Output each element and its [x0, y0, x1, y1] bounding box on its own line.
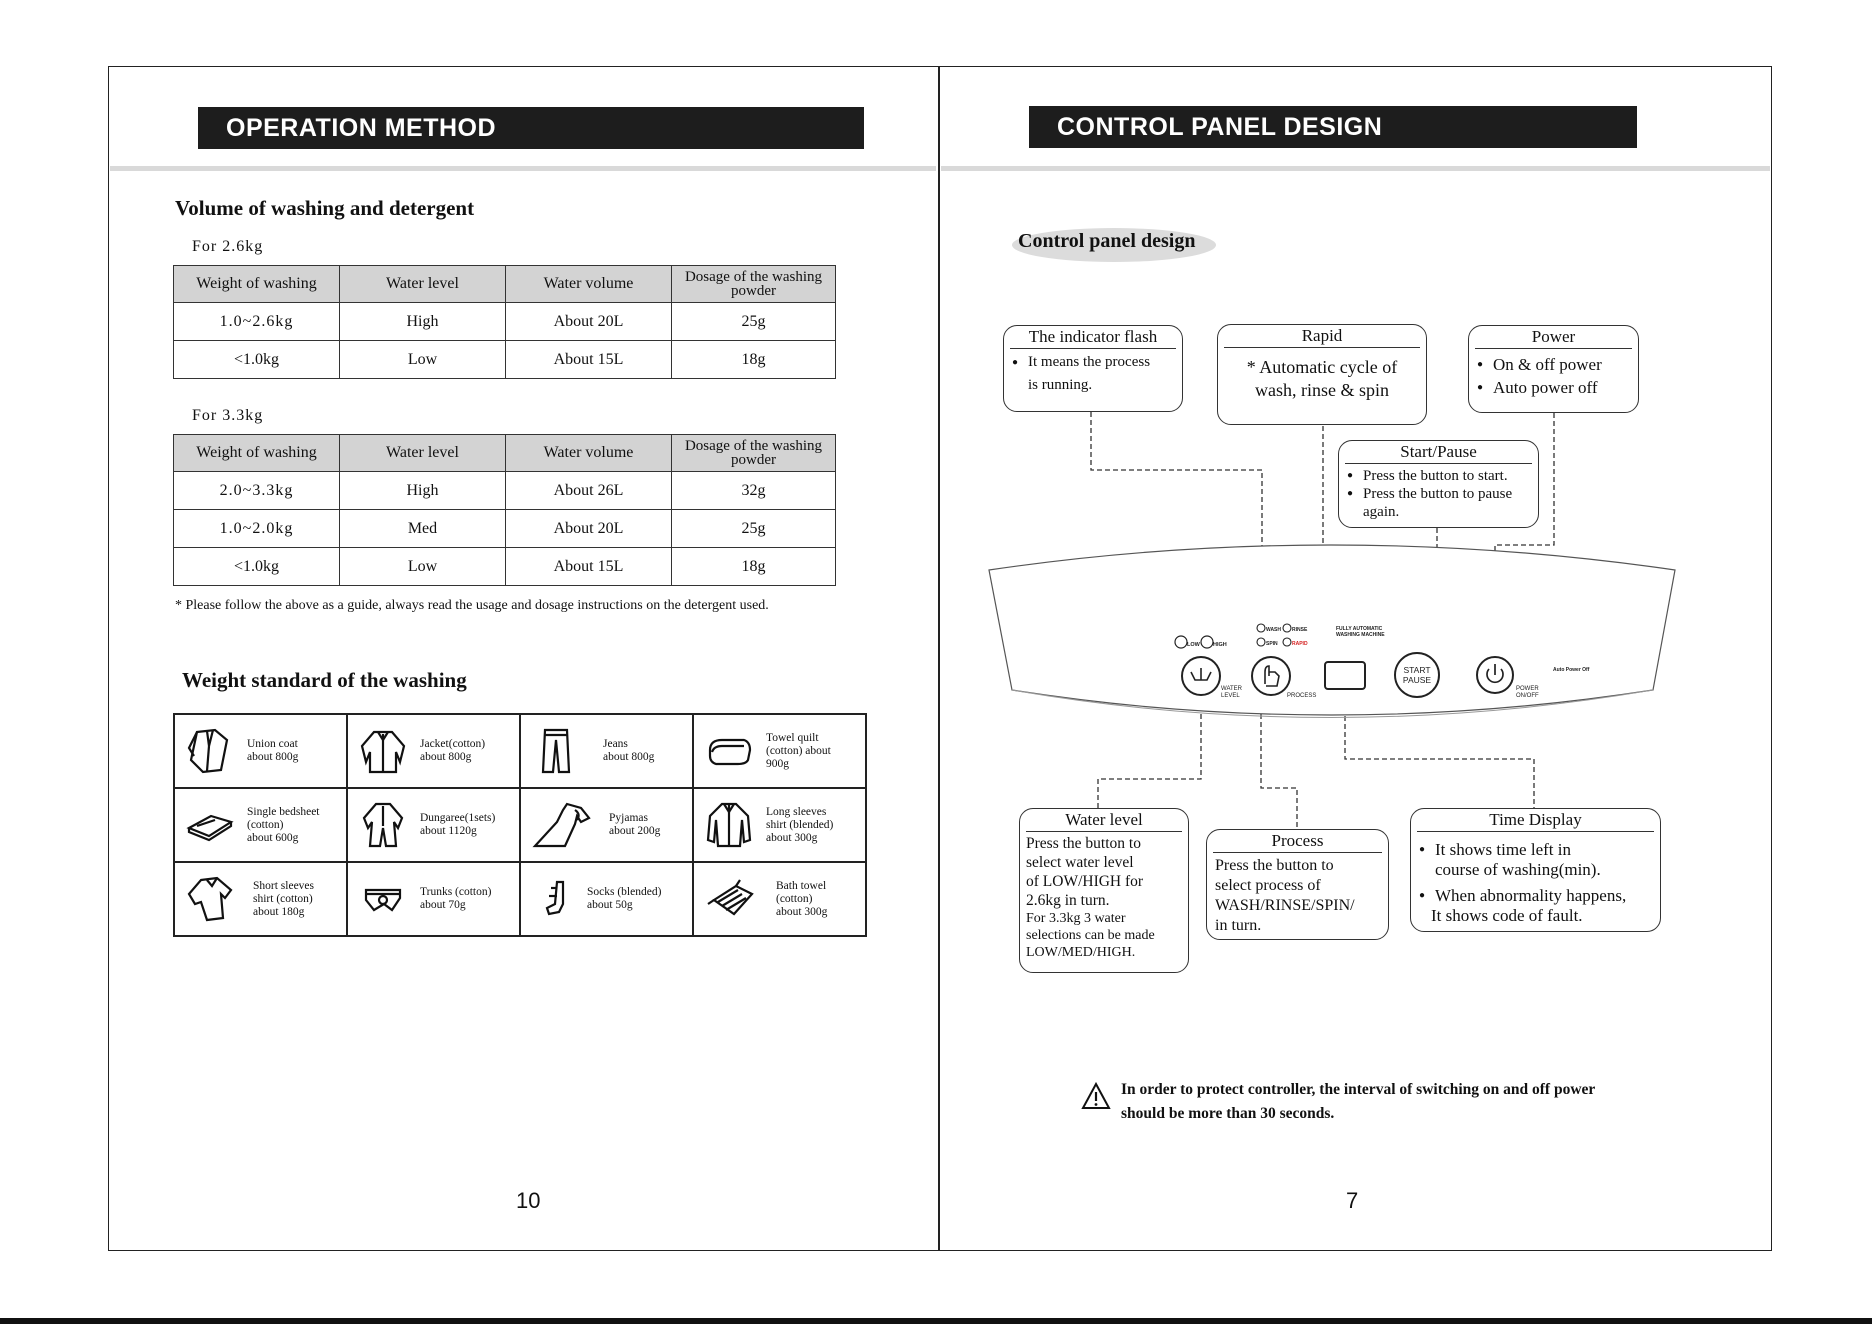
header-water-level: Water level — [340, 266, 506, 303]
page-number-left: 10 — [516, 1188, 541, 1213]
callout-line: 2.6kg in turn. — [1026, 892, 1110, 909]
cell: 32g — [672, 472, 836, 510]
callout-line: again. — [1363, 504, 1400, 520]
cell: 25g — [672, 510, 836, 548]
item-weight: shirt (cotton) — [253, 892, 313, 905]
rinse-label: RINSE — [1292, 627, 1308, 633]
callout-start-pause — [1338, 440, 1539, 528]
header-water-level: Water level — [340, 435, 506, 472]
cell: 18g — [672, 341, 836, 379]
cell: High — [340, 472, 506, 510]
header-weight: Weight of washing — [174, 266, 340, 303]
cell: Low — [340, 548, 506, 586]
callout-line: of LOW/HIGH for — [1026, 873, 1144, 890]
brand-line-1: FULLY AUTOMATIC — [1336, 626, 1383, 632]
item-label: Long sleeves — [766, 805, 827, 818]
callout-line: Press the button to — [1026, 835, 1141, 852]
item-weight: about 300g — [776, 905, 828, 918]
callout-title: Rapid — [1224, 325, 1420, 348]
water-label-line-2: LEVEL — [1221, 693, 1240, 699]
cell: <1.0kg — [174, 548, 340, 586]
table2-caption: For 3.3kg — [192, 407, 264, 424]
time-display — [1325, 662, 1365, 689]
callout-line: ● Press the button to start. — [1347, 467, 1530, 485]
auto-power-off-label: Auto Power Off — [1553, 667, 1590, 673]
item-label: Towel quilt — [766, 731, 819, 744]
callout-rapid — [1217, 324, 1427, 425]
item-weight: about 200g — [609, 825, 661, 837]
item-weight: (cotton) about — [766, 744, 831, 757]
cell: 2.0~3.3kg — [174, 472, 340, 510]
callout-title: Process — [1213, 830, 1382, 853]
item-label: Bath towel — [776, 879, 827, 892]
item-weight: about 600g — [247, 831, 299, 844]
rapid-label: RAPID — [1292, 641, 1308, 647]
callout-line: select water level — [1026, 854, 1134, 871]
cell: Med — [340, 510, 506, 548]
start-button-label: START — [1403, 665, 1431, 675]
callout-title: The indicator flash — [1010, 326, 1176, 349]
callout-line: * Automatic cycle of — [1246, 357, 1398, 377]
callout-line: wash, rinse & spin — [1255, 380, 1389, 400]
callout-line: is running. — [1028, 377, 1093, 393]
pause-button-label: PAUSE — [1402, 675, 1432, 685]
item-label: Jacket(cotton) — [420, 738, 486, 750]
cell: <1.0kg — [174, 341, 340, 379]
page-number-right: 7 — [1346, 1188, 1359, 1213]
right-banner: CONTROL PANEL DESIGN — [1029, 106, 1637, 148]
callout-line: ● When abnormality happens, — [1419, 886, 1652, 906]
item-weight: 900g — [766, 757, 789, 770]
table1-caption: For 2.6kg — [192, 238, 264, 255]
volume-title: Volume of washing and detergent — [175, 196, 475, 220]
callout-line: ● It shows time left in — [1419, 840, 1652, 860]
header-dosage: Dosage of the washing powder — [672, 435, 836, 472]
callout-title: Water level — [1026, 809, 1182, 832]
item-label: Jeans — [603, 738, 628, 750]
control-panel-subtitle: Control panel design — [1018, 230, 1196, 252]
process-button[interactable] — [1252, 657, 1290, 695]
callout-title: Time Display — [1417, 809, 1654, 832]
item-weight: about 800g — [603, 751, 655, 763]
cell: About 26L — [506, 472, 672, 510]
header-water-volume: Water volume — [506, 266, 672, 303]
warning-line: In order to protect controller, the interval of switching on and off power — [1121, 1081, 1596, 1098]
warning-text — [1121, 1078, 1595, 1126]
wash-label: WASH — [1266, 627, 1281, 633]
header-dosage: Dosage of the washing powder — [672, 266, 836, 303]
left-banner: OPERATION METHOD — [198, 107, 864, 149]
cell: 1.0~2.0kg — [174, 510, 340, 548]
callout-line: course of washing(min). — [1435, 860, 1601, 879]
spin-label: SPIN — [1266, 641, 1278, 647]
item-weight: about 50g — [587, 899, 633, 911]
cell: High — [340, 303, 506, 341]
item-weight: about 70g — [420, 899, 466, 911]
callout-line: ● On & off power — [1477, 353, 1630, 376]
item-weight: about 800g — [420, 751, 472, 763]
callout-process — [1206, 829, 1389, 940]
item-weight: (cotton) — [247, 818, 284, 831]
callout-title: Start/Pause — [1345, 441, 1532, 464]
item-weight: about 800g — [247, 751, 299, 763]
callout-power — [1468, 325, 1639, 413]
item-label: Dungaree(1sets) — [420, 812, 496, 824]
callout-line: It shows code of fault. — [1431, 906, 1583, 925]
callout-line: ● Press the button to pause — [1347, 485, 1530, 503]
item-label: Short sleeves — [253, 879, 315, 892]
brand-line-2: WASHING MACHINE — [1336, 632, 1385, 638]
cell: About 15L — [506, 341, 672, 379]
item-weight: about 180g — [253, 905, 305, 918]
callout-line: WASH/RINSE/SPIN/ — [1215, 897, 1355, 914]
cell: 25g — [672, 303, 836, 341]
item-label: Socks (blended) — [587, 886, 662, 898]
item-label: Single bedsheet — [247, 805, 320, 818]
process-panel-label: PROCESS — [1287, 693, 1317, 699]
header-water-volume: Water volume — [506, 435, 672, 472]
item-weight: shirt (blended) — [766, 818, 834, 831]
callout-indicator-flash — [1003, 325, 1183, 412]
cell: About 20L — [506, 303, 672, 341]
callout-line: For 3.3kg 3 water — [1026, 911, 1126, 926]
callout-line: LOW/MED/HIGH. — [1026, 945, 1136, 960]
header-weight: Weight of washing — [174, 435, 340, 472]
cell: 18g — [672, 548, 836, 586]
callout-line: selections can be made — [1026, 928, 1155, 943]
control-panel — [989, 545, 1675, 718]
weight-standard-title: Weight standard of the washing — [182, 668, 467, 692]
warning-line: should be more than 30 seconds. — [1121, 1105, 1335, 1122]
dosage-note: * Please follow the above as a guide, always read the usage and dosage instructions on the detergent used. — [175, 598, 769, 613]
cell: About 15L — [506, 548, 672, 586]
item-weight: (cotton) — [776, 892, 813, 905]
callout-line: ● Auto power off — [1477, 376, 1630, 399]
high-label: HIGH — [1213, 642, 1227, 648]
callout-line: select process of — [1215, 877, 1321, 894]
callout-time-display — [1410, 808, 1661, 932]
power-label-line-1: POWER — [1516, 686, 1539, 692]
item-label: Trunks (cotton) — [420, 886, 492, 898]
item-weight: about 300g — [766, 831, 818, 844]
cell: About 20L — [506, 510, 672, 548]
warning-icon — [1081, 1082, 1111, 1110]
callout-line: in turn. — [1215, 917, 1262, 934]
power-label-line-2: ON/OFF — [1516, 693, 1539, 699]
item-weight: about 1120g — [420, 825, 477, 837]
item-label: Pyjamas — [609, 812, 648, 824]
callout-line: Press the button to — [1215, 857, 1334, 874]
callout-title: Power — [1475, 326, 1632, 349]
water-level-leader — [1098, 698, 1201, 808]
callout-line: ● It means the process — [1012, 351, 1174, 374]
cell: 1.0~2.6kg — [174, 303, 340, 341]
callout-water-level — [1019, 808, 1189, 973]
low-label: LOW — [1187, 642, 1200, 648]
water-label-line-1: WATER — [1221, 686, 1242, 692]
item-label: Union coat — [247, 738, 298, 750]
cell: Low — [340, 341, 506, 379]
